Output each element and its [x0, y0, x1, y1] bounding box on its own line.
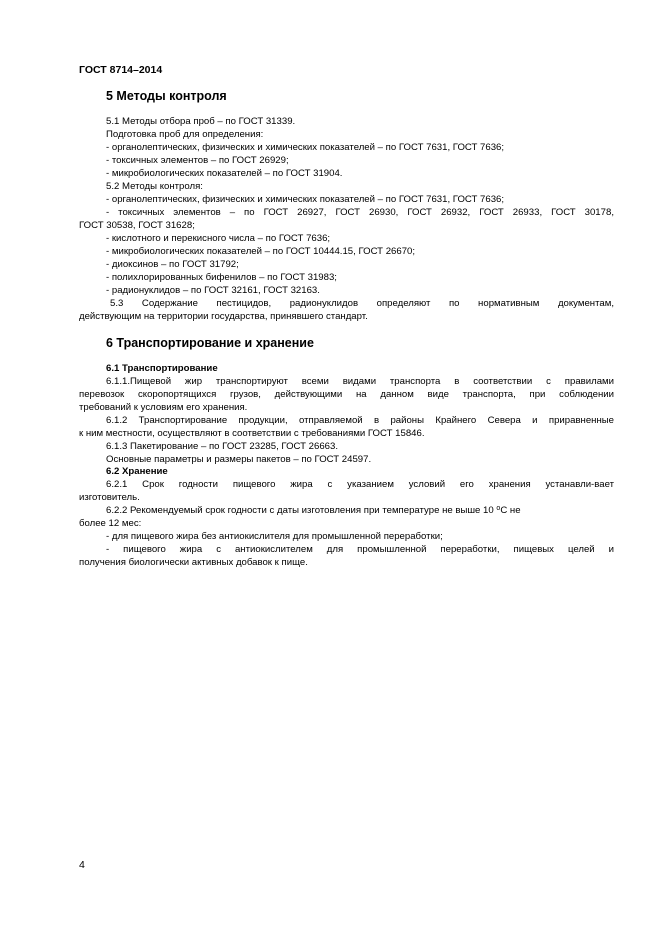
section-5-title: 5 Методы контроля [106, 89, 227, 103]
text-span: 6.2.2 Рекомендуемый срок годности с даты изготовления при температуре не выше 10 [106, 505, 497, 516]
text-line: 6.1.1.Пищевой жир транспортируют всеми видами транспорта в соответствии с правилами [106, 376, 614, 387]
text-line: получения биологически активных добавок к пище. [79, 557, 308, 568]
page-number: 4 [79, 859, 85, 871]
text-line: 6.1.2 Транспортирование продукции, отправляемой в районы Крайнего Севера и приравненные [106, 415, 614, 426]
text-line: - органолептических, физических и химических показателей – по ГОСТ 7631, ГОСТ 7636; [106, 194, 505, 205]
text-line: - пищевого жира с антиокислителем для промышленной переработки, пищевых целей и [106, 544, 614, 555]
text-line: перевозок скоропортящихся грузов, действующими на данном виде транспорта, при соблюдении [79, 389, 614, 400]
text-line: - кислотного и перекисного числа – по ГОСТ 7636; [106, 233, 331, 244]
text-line: - микробиологических показателей – по ГОСТ 31904. [106, 168, 343, 179]
text-line: 5.2 Методы контроля: [106, 181, 203, 192]
text-line: действующим на территории государства, принявшего стандарт. [79, 311, 368, 322]
text-span: С не [500, 505, 521, 516]
text-line: - микробиологических показателей – по ГОСТ 10444.15, ГОСТ 26670; [106, 246, 416, 257]
text-line [106, 505, 614, 517]
text-line: - радионуклидов – по ГОСТ 32161, ГОСТ 32163. [106, 285, 320, 296]
section-6-title: 6 Транспортирование и хранение [106, 336, 314, 350]
text-line: требований к условиям его хранения. [79, 402, 248, 413]
text-line: изготовитель. [79, 492, 140, 503]
text-line: 5.1 Методы отбора проб – по ГОСТ 31339. [106, 116, 296, 127]
subsection-6-1-title: 6.1 Транспортирование [106, 363, 218, 374]
standard-header: ГОСТ 8714–2014 [79, 64, 163, 76]
text-line: - для пищевого жира без антиокислителя для промышленной переработки; [106, 531, 443, 542]
text-line: к ним местности, осуществляют в соответствии с требованиями ГОСТ 15846. [79, 428, 425, 439]
text-line: 6.1.3 Пакетирование – по ГОСТ 23285, ГОСТ 26663. [106, 441, 339, 452]
text-line: - токсичных элементов – по ГОСТ 26929; [106, 155, 289, 166]
text-line: - полихлорированных бифенилов – по ГОСТ 31983; [106, 272, 337, 283]
text-line: - токсичных элементов – по ГОСТ 26927, ГОСТ 26930, ГОСТ 26932, ГОСТ 26933, ГОСТ 30178, [106, 207, 614, 218]
text-line: Основные параметры и размеры пакетов – по ГОСТ 24597. [106, 454, 372, 465]
text-line: Подготовка проб для определения: [106, 129, 264, 140]
text-line: - органолептических, физических и химических показателей – по ГОСТ 7631, ГОСТ 7636; [106, 142, 505, 153]
text-line: 6.2.1 Срок годности пищевого жира с указанием условий его хранения устанавли-вает [106, 479, 614, 490]
text-line: более 12 мес: [79, 518, 142, 529]
subsection-6-2-title: 6.2 Хранение [106, 466, 168, 477]
text-line: ГОСТ 30538, ГОСТ 31628; [79, 220, 195, 231]
text-line: - диоксинов – по ГОСТ 31792; [106, 259, 239, 270]
text-line: 5.3 Содержание пестицидов, радионуклидов определяют по нормативным документам, [110, 298, 614, 309]
degree-mark: о [496, 505, 501, 512]
